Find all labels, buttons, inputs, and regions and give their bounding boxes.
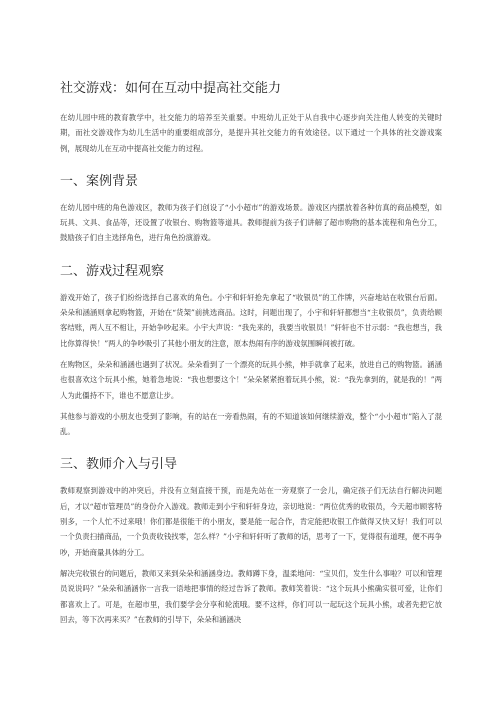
document-title: 社交游戏：如何在互动中提高社交能力: [60, 81, 282, 96]
observation-paragraph-3: 其他参与游戏的小朋友也受到了影响，有的站在一旁看热闹，有的不知道该如何继续游戏，整个“小小超市”陷入了混乱。: [60, 411, 442, 437]
observation-paragraph-1: 游戏开始了，孩子们纷纷选择自己喜欢的角色。小宇和轩轩抢先拿起了“收银员”的工作牌，兴奋地站在收银台后面。朵朵和涵涵则拿起购物篮，开始在“货架”前挑选商品。这时，问题出现了，小宇和轩轩都想当“主收银员”，负责给顾客结账，两人互不相让，开始争吵起来。小宇大声说：“我先来的，我要当收银员！”轩轩也不甘示弱：“我也想当，我比你算得快！”两人的争吵吸引了其他小朋友的注意，原本热闹有序的游戏氛围瞬间被打破。: [60, 292, 442, 348]
observation-paragraph-2: 在购物区，朵朵和涵涵也遇到了状况。朵朵看到了一个漂亮的玩具小熊，伸手就拿了起来，放进自己的购物篮。涵涵也很喜欢这个玩具小熊，她着急地说：“我也想要这个！”朵朵紧紧抱着玩具小熊，说：“我先拿到的，就是我的！”两人为此僵持不下，谁也不愿意让步。: [60, 359, 442, 400]
intro-paragraph: 在幼儿园中班的教育教学中，社交能力的培养至关重要。中班幼儿正处于从自我中心逐步向关注他人转变的关键时期，而社交游戏作为幼儿生活中的重要组成部分，是提升其社交能力的有效途径。以下通过一个具体的社交游戏案例，展现幼儿在互动中提高社交能力的过程。: [60, 113, 442, 153]
section-heading-intervention: 三、教师介入与引导: [60, 457, 178, 473]
section-heading-background: 一、案例背景: [60, 173, 139, 189]
intervention-paragraph-1: 教师观察到游戏中的冲突后，并没有立刻直接干预，而是先站在一旁观察了一会儿，确定孩子们无法自行解决问题后，才以“超市管理员”的身份介入游戏。教师走到小宇和轩轩身边，亲切地说：“两位优秀的收银员，今天超市顾客特别多，一个人忙不过来哦！你们都是很能干的小朋友，要是能一起合作，肯定能把收银工作做得又快又好！我们可以一个负责扫描商品，一个负责收钱找零，怎么样？”小宇和轩轩听了教师的话，思考了一下，觉得很有道理，便不再争吵，开始商量具体的分工。: [60, 486, 442, 557]
background-paragraph: 在幼儿园中班的角色游戏区，教师为孩子们创设了“小小超市”的游戏场景。游戏区内摆放着各种仿真的商品模型，如玩具、文具、食品等，还设置了收银台、购物篮等道具。教师提前为孩子们讲解了超市购物的基本流程和角色分工，鼓励孩子们自主选择角色，进行角色扮演游戏。: [60, 202, 442, 243]
document-content: [60, 80, 442, 633]
intervention-paragraph-2: 解决完收银台的问题后，教师又来到朵朵和涵涵身边。教师蹲下身，温柔地问：“宝贝们，发生什么事啦？可以和管理员说说吗？”朵朵和涵涵你一言我一语地把事情的经过告诉了教师。教师笑着说：“这个玩具小熊确实很可爱，让你们都喜欢上了。可是，在超市里，我们要学会分享和轮流哦。要不这样，你们可以一起玩这个玩具小熊，或者先把它放回去，等下次再来买？”在教师的引导下，朵朵和涵涵决: [60, 568, 442, 624]
section-heading-observation: 二、游戏过程观察: [60, 263, 165, 279]
